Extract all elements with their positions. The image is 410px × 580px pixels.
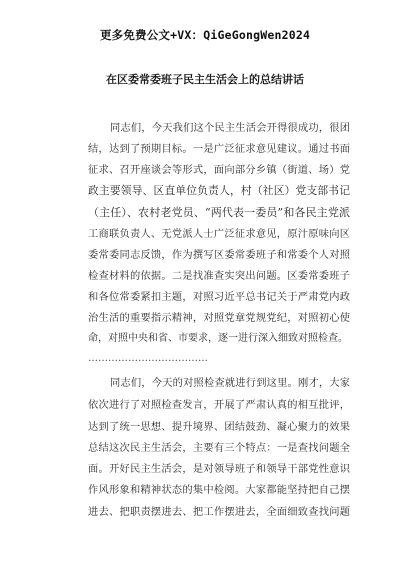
paragraph-1-line: 结，达到了预期目标。一是广泛征求意见建议。通过书面 — [88, 143, 350, 155]
paragraph-2-line: 依次进行了对照检查发言，开展了严肃认真的相互批评， — [88, 399, 350, 411]
paragraph-2-line: 总结这次民主生活会，主要有三个特点：一是查找问题全 — [88, 442, 350, 454]
paragraph-2-line: 达到了统一思想、提升境界、团结鼓劲、凝心聚力的效果 — [88, 421, 350, 433]
paragraph-1-line: 命，对照中央和省、市要求，逐一进行深入细致对照检查。 — [88, 333, 348, 344]
paragraph-2-line: 作风形象和精神状态的集中检阅。大家都能坚持把自己摆 — [88, 484, 350, 496]
watermark-header: 更多免费公文+VX：QiGeGongWen2024 — [99, 28, 311, 42]
paragraph-1-line: 和各位常委紧扣主题，对照习近平总书记关于严肃党内政 — [88, 291, 350, 303]
paragraph-1-line: 征求、召开座谈会等形式，面向部分乡镇（街道、场）党 — [88, 164, 350, 176]
paragraph-1-line: 委常委同志反馈，作为撰写区委常委班子和常委个人对照 — [88, 249, 350, 261]
ellipsis-separator: ……………………………… — [88, 353, 208, 364]
paragraph-2-line: 同志们，今天的对照检查就进行到这里。刚才，大家 — [110, 377, 350, 389]
paragraph-2-line: 进去、把职责摆进去、把工作摆进去，全面细致查找问题 — [88, 506, 350, 518]
paragraph-2-line: 面。开好民主生活会，是对领导班子和领导干部党性意识 — [88, 463, 350, 475]
paragraph-1-line: （主任）、农村老党员、“两代表一委员”和各民主党派 — [88, 206, 350, 219]
paragraph-1-line: 政主要领导、区直单位负责人，村（社区）党支部书记 — [88, 184, 350, 197]
paragraph-1-line: 同志们，今天我们这个民主生活会开得很成功，很团 — [110, 122, 350, 134]
paragraph-1-line: 工商联负责人、无党派人士广泛征求意见，原汁原味向区 — [88, 228, 350, 240]
paragraph-1-line: 治生活的重要指示精神，对照党章党规党纪，对照初心使 — [88, 312, 350, 324]
document-title: 在区委常委班子民主生活会上的总结讲话 — [106, 73, 304, 86]
paragraph-1-line: 检查材料的依据。二是找准查实突出问题。区委常委班子 — [88, 270, 350, 282]
